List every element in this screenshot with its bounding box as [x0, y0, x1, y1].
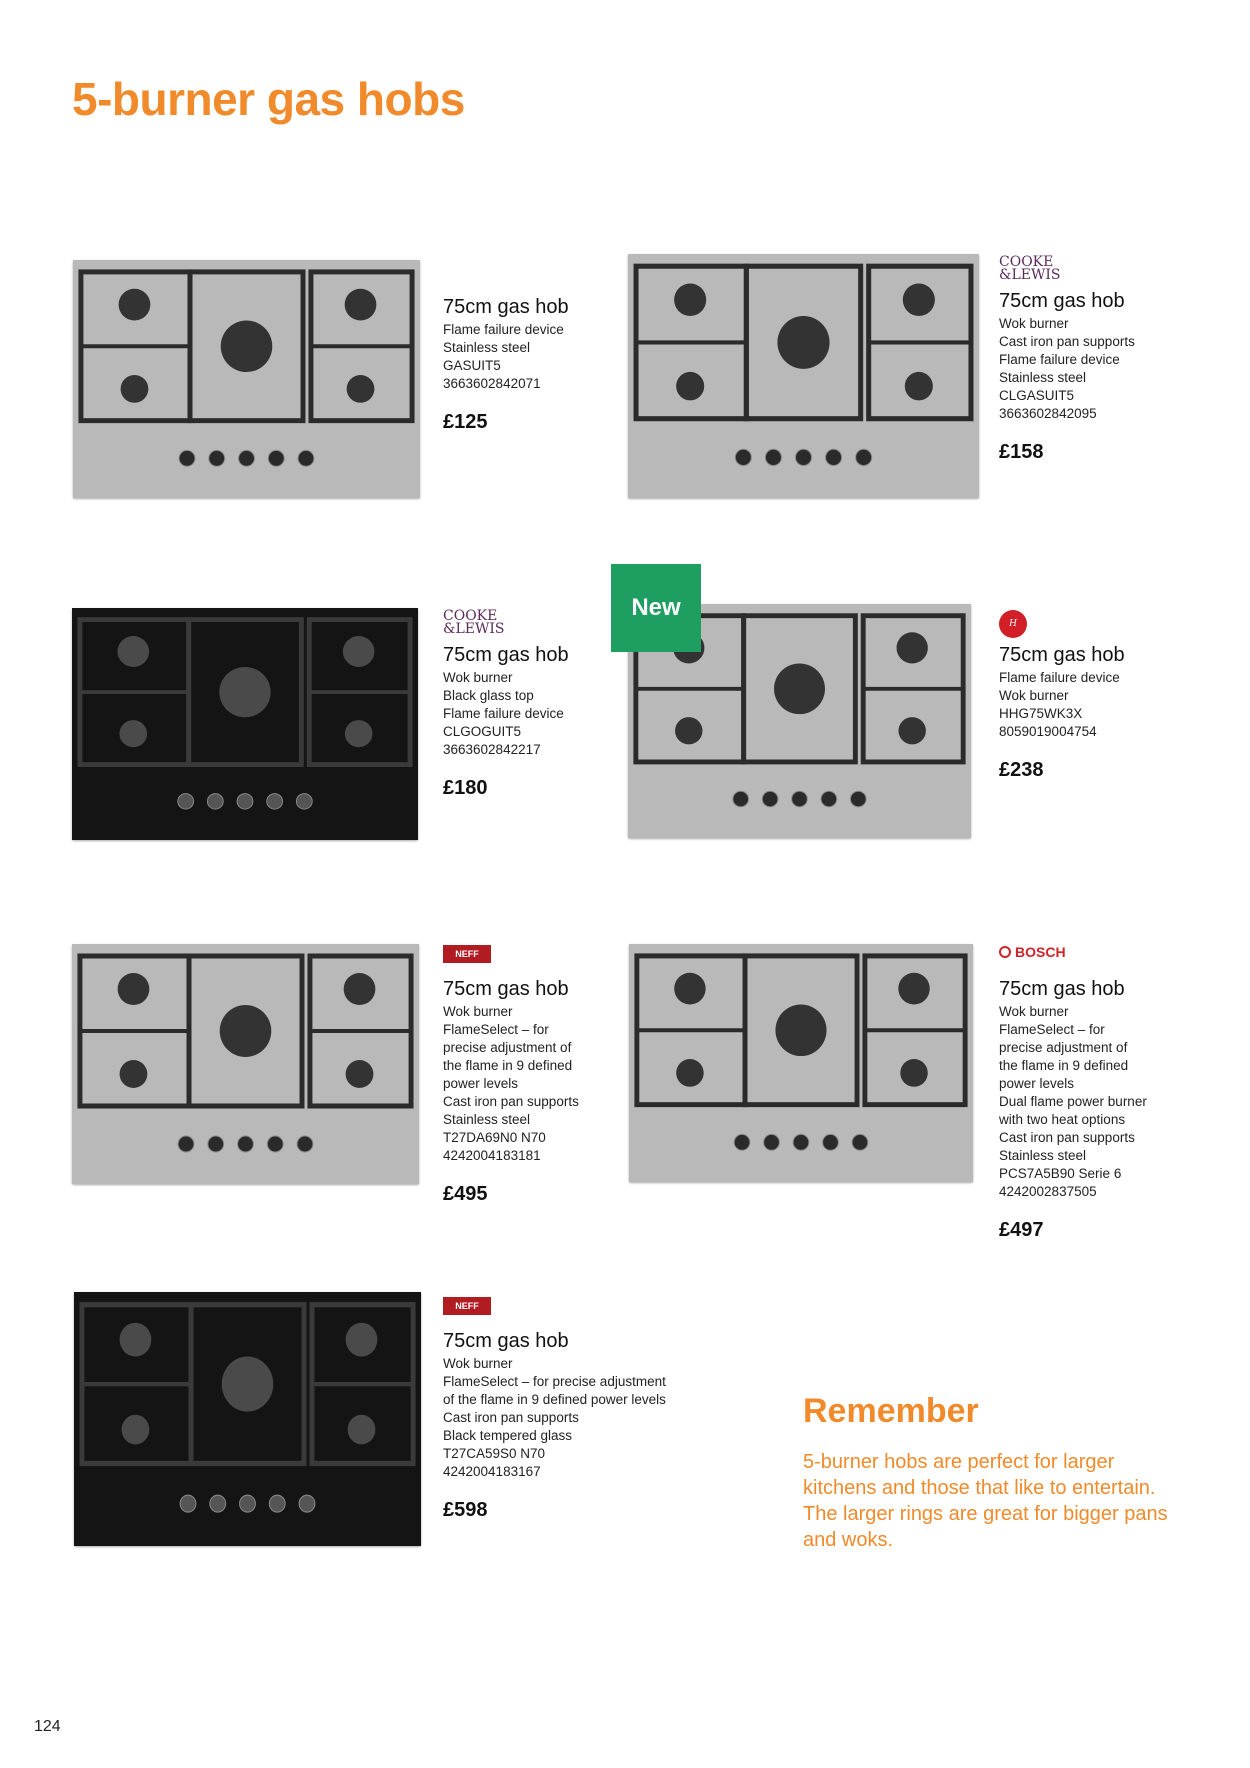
hob-image — [73, 260, 420, 498]
burner-icon — [122, 1415, 150, 1445]
burner-icon — [674, 283, 706, 316]
feature-item: Wok burner — [999, 1004, 1069, 1019]
remember-tip — [803, 1392, 1173, 1553]
control-knob-icon — [850, 791, 866, 807]
burner-icon — [219, 667, 270, 717]
brand-logo-cooke-lewis — [999, 256, 1250, 286]
feature-item: FlameSelect – for precise adjustment — [443, 1374, 666, 1389]
control-knob-icon — [267, 1136, 283, 1152]
product-name: 75cm gas hob — [443, 644, 569, 666]
feature-item: GASUIT5 — [443, 358, 501, 373]
control-knob-icon — [764, 1134, 780, 1150]
feature-item: Wok burner — [443, 1004, 513, 1019]
control-knob-icon — [207, 794, 223, 809]
control-knob-icon — [180, 1495, 196, 1512]
feature-item: Wok burner — [999, 316, 1069, 331]
feature-item: Stainless steel — [443, 1112, 531, 1127]
feature-item: 8059019004754 — [999, 724, 1097, 739]
feature-item: Cast iron pan supports — [999, 334, 1135, 349]
control-knob-icon — [298, 450, 314, 466]
feature-item: Black glass top — [443, 688, 534, 703]
brand-logo-bosch — [999, 944, 1250, 974]
feature-item: CLGOGUIT5 — [443, 724, 522, 739]
product-price: £125 — [443, 411, 488, 433]
control-knob-icon — [765, 449, 781, 465]
feature-list — [999, 1003, 1250, 1201]
control-knob-icon — [297, 1136, 313, 1152]
feature-item: Wok burner — [443, 1356, 513, 1371]
burner-icon — [774, 663, 825, 714]
brand-logo-line: COOKE — [443, 608, 498, 624]
control-knob-icon — [268, 450, 284, 466]
new-badge: New — [611, 564, 701, 652]
product-price: £495 — [443, 1183, 488, 1205]
feature-item: the flame in 9 defined — [443, 1058, 573, 1073]
page-title: 5-burner gas hobs — [72, 73, 465, 125]
control-knob-icon — [793, 1134, 809, 1150]
hob-image — [629, 944, 973, 1182]
feature-item: CLGASUIT5 — [999, 388, 1075, 403]
feature-item: 4242004183181 — [443, 1148, 541, 1163]
burner-icon — [347, 375, 375, 403]
product-price: £180 — [443, 777, 488, 799]
hob-illustration — [628, 254, 979, 498]
product-name: 75cm gas hob — [443, 1330, 569, 1352]
burner-icon — [777, 316, 829, 369]
product-price: £497 — [999, 1219, 1044, 1241]
control-knob-icon — [237, 794, 253, 809]
feature-list — [999, 669, 1250, 741]
remember-heading: Remember — [803, 1392, 979, 1430]
feature-item: power levels — [999, 1076, 1075, 1091]
burner-icon — [897, 632, 928, 663]
hob-illustration — [74, 1292, 421, 1546]
feature-item: Cast iron pan supports — [999, 1130, 1135, 1145]
control-knob-icon — [179, 450, 195, 466]
burner-icon — [118, 973, 150, 1005]
control-knob-icon — [178, 794, 194, 809]
product-price: £598 — [443, 1499, 488, 1521]
burner-icon — [345, 289, 377, 321]
control-knob-icon — [269, 1495, 285, 1512]
burner-icon — [675, 717, 702, 744]
burner-icon — [905, 372, 933, 400]
burner-icon — [121, 375, 149, 403]
feature-item: Stainless steel — [443, 340, 531, 355]
burner-icon — [120, 1323, 152, 1357]
hoover-logo-icon: H — [999, 610, 1027, 638]
feature-item: of the flame in 9 defined power levels — [443, 1392, 666, 1407]
feature-item: Flame failure device — [999, 670, 1120, 685]
burner-icon — [344, 973, 376, 1005]
brand-logo-line: &LEWIS — [443, 621, 505, 637]
feature-item: FlameSelect – for — [443, 1022, 549, 1037]
control-knob-icon — [762, 791, 778, 807]
control-knob-icon — [852, 1134, 868, 1150]
feature-item: Cast iron pan supports — [443, 1094, 579, 1109]
burner-icon — [119, 720, 147, 747]
burner-icon — [903, 283, 935, 316]
product-name: 75cm gas hob — [443, 978, 569, 1000]
control-knob-icon — [823, 1134, 839, 1150]
feature-item: HHG75WK3X — [999, 706, 1083, 721]
feature-item: FlameSelect – for — [999, 1022, 1105, 1037]
brand-logo-neff — [443, 1296, 743, 1326]
feature-item: Wok burner — [443, 670, 513, 685]
control-knob-icon — [239, 450, 255, 466]
burner-icon — [345, 720, 373, 747]
burner-icon — [900, 1059, 928, 1087]
burner-icon — [676, 372, 704, 400]
control-knob-icon — [208, 1136, 224, 1152]
burner-icon — [117, 636, 149, 667]
control-knob-icon — [795, 449, 811, 465]
control-knob-icon — [792, 791, 808, 807]
remember-text: 5-burner hobs are perfect for larger kitchens and those that like to entertain. The larger rings are great for bigger pans and woks. — [803, 1451, 1168, 1551]
feature-item: Cast iron pan supports — [443, 1410, 579, 1425]
feature-item: Black tempered glass — [443, 1428, 573, 1443]
burner-icon — [221, 320, 273, 372]
feature-item: 4242004183167 — [443, 1464, 541, 1479]
feature-item: 3663602842095 — [999, 406, 1097, 421]
feature-item: Stainless steel — [999, 1148, 1087, 1163]
feature-item: the flame in 9 defined — [999, 1058, 1129, 1073]
hob-image — [72, 608, 418, 840]
brand-name: BOSCH — [1015, 944, 1066, 960]
burner-icon — [775, 1004, 826, 1056]
control-knob-icon — [178, 1136, 194, 1152]
burner-icon — [676, 1059, 704, 1087]
control-knob-icon — [299, 1495, 315, 1512]
burner-icon — [674, 973, 705, 1005]
burner-icon — [346, 1323, 378, 1357]
product-name: 75cm gas hob — [443, 296, 569, 318]
feature-item: 3663602842217 — [443, 742, 541, 757]
product-name: 75cm gas hob — [999, 644, 1125, 666]
control-knob-icon — [734, 1134, 750, 1150]
feature-item: Dual flame power burner — [999, 1094, 1147, 1109]
hob-illustration — [629, 944, 973, 1182]
control-knob-icon — [296, 794, 312, 809]
bosch-mark-icon — [999, 946, 1011, 958]
feature-item: T27CA59S0 N70 — [443, 1446, 546, 1461]
control-knob-icon — [735, 449, 751, 465]
feature-item: 4242002837505 — [999, 1184, 1097, 1199]
neff-logo-icon: NEFF — [443, 1297, 491, 1315]
control-knob-icon — [826, 449, 842, 465]
feature-item: Stainless steel — [999, 370, 1087, 385]
page-number: 124 — [34, 1718, 61, 1735]
hob-illustration — [72, 608, 418, 840]
burner-icon — [898, 973, 929, 1005]
burner-icon — [346, 1060, 374, 1088]
feature-item: Flame failure device — [443, 322, 564, 337]
control-knob-icon — [240, 1495, 256, 1512]
feature-item: precise adjustment of — [999, 1040, 1128, 1055]
brand-logo-line: COOKE — [999, 254, 1054, 270]
burner-icon — [222, 1357, 274, 1412]
hob-image — [628, 254, 979, 498]
feature-item: PCS7A5B90 Serie 6 — [999, 1166, 1122, 1181]
feature-item: 3663602842071 — [443, 376, 541, 391]
control-knob-icon — [267, 794, 283, 809]
control-knob-icon — [733, 791, 749, 807]
brand-logo-line: &LEWIS — [999, 267, 1061, 283]
burner-icon — [348, 1415, 376, 1445]
hob-illustration — [73, 260, 420, 498]
burner-icon — [220, 1005, 272, 1057]
neff-logo-icon: NEFF — [443, 945, 491, 963]
burner-icon — [343, 636, 375, 667]
feature-list — [443, 1355, 743, 1481]
product-name: 75cm gas hob — [999, 978, 1125, 1000]
brand-logo-hoover — [999, 610, 1250, 640]
feature-item: Flame failure device — [999, 352, 1120, 367]
control-knob-icon — [210, 1495, 226, 1512]
feature-item: Wok burner — [999, 688, 1069, 703]
feature-item: with two heat options — [999, 1112, 1126, 1127]
control-knob-icon — [238, 1136, 254, 1152]
hob-image — [72, 944, 419, 1184]
feature-item: Flame failure device — [443, 706, 564, 721]
feature-list — [999, 315, 1250, 423]
product-price: £238 — [999, 759, 1044, 781]
burner-icon — [120, 1060, 148, 1088]
burner-icon — [119, 289, 151, 321]
feature-item: power levels — [443, 1076, 519, 1091]
feature-item: precise adjustment of — [443, 1040, 572, 1055]
control-knob-icon — [821, 791, 837, 807]
product-price: £158 — [999, 441, 1044, 463]
control-knob-icon — [856, 449, 872, 465]
burner-icon — [898, 717, 925, 744]
hob-illustration — [72, 944, 419, 1184]
hob-image — [74, 1292, 421, 1546]
feature-item: T27DA69N0 N70 — [443, 1130, 546, 1145]
product-name: 75cm gas hob — [999, 290, 1125, 312]
control-knob-icon — [209, 450, 225, 466]
